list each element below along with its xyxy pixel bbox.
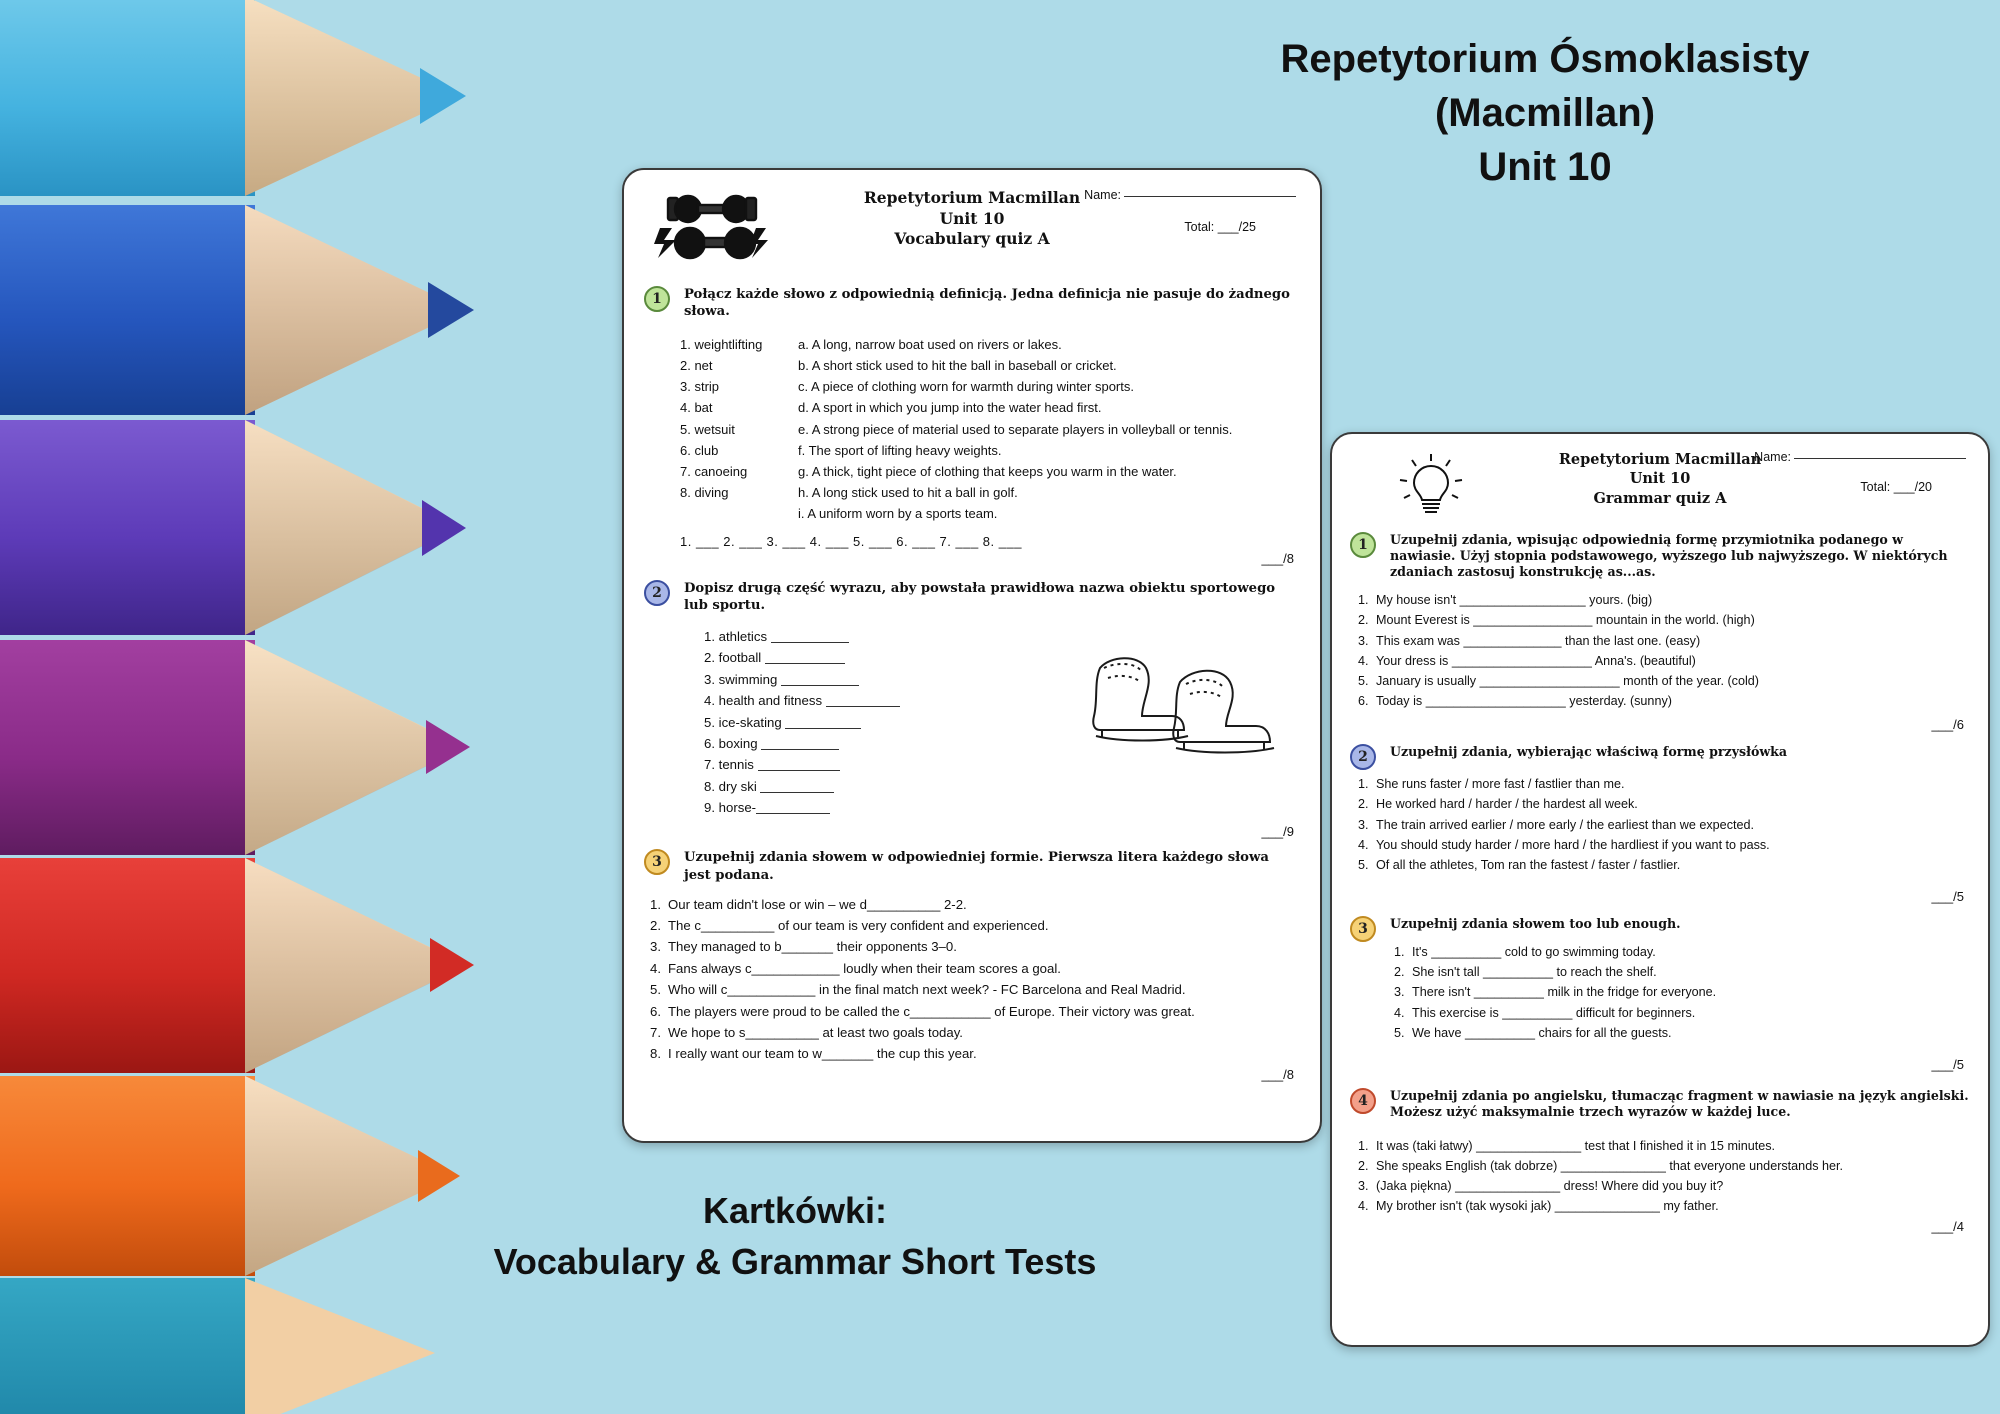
task-number-badge-3: 3 <box>644 849 670 875</box>
grammar-title-line-1: Repetytorium Macmillan <box>1558 451 1762 468</box>
list-item-label: I really want our team to w_______ the cup this year. <box>668 1046 977 1062</box>
list-item-label: Your dress is ____________________ Anna's. (beautiful) <box>1376 653 1696 668</box>
name-input-rule[interactable] <box>1124 196 1296 197</box>
task-number-badge-3: 3 <box>1350 916 1376 942</box>
task-2-score: ___/9 <box>1261 824 1294 840</box>
list-item-label: Fans always c____________ loudly when their team scores a goal. <box>668 960 1061 976</box>
list-item-label: 2. football <box>704 650 762 666</box>
grammar-task-2 <box>1350 744 1970 904</box>
list-item[interactable]: 4. You should study harder / more hard / the hardliest if you want to pass. <box>1358 837 1770 852</box>
list-item-label: Our team didn't lose or win – we d__________ 2-2. <box>668 896 967 912</box>
grammar-task-4 <box>1350 1088 1970 1234</box>
vocabulary-quiz-sheet <box>622 168 1322 1143</box>
list-item-label: We hope to s__________ at least two goals today. <box>668 1024 963 1040</box>
task-number-badge-4: 4 <box>1350 1088 1376 1114</box>
task-3-score: ___/5 <box>1931 1056 1964 1072</box>
list-item: g. A thick, tight piece of clothing that keeps you warm in the water. <box>798 463 1177 479</box>
page-title-bottom-line-2: Vocabulary & Grammar Short Tests <box>493 1241 1097 1283</box>
list-item: 7. canoeing <box>680 463 748 479</box>
task-3-score: ___/8 <box>1261 1066 1294 1082</box>
list-item[interactable]: 3. They managed to b_______ their opponents 3–0. <box>650 939 957 955</box>
list-item[interactable]: 5. We have __________ chairs for all the guests. <box>1394 1025 1672 1040</box>
list-item-label: The c__________ of our team is very confident and experienced. <box>668 918 1049 934</box>
list-item-label: The players were proud to be called the c___________ of Europe. Their victory was great. <box>668 1003 1195 1019</box>
total-score-label: Total: ___/25 <box>1184 220 1256 234</box>
list-item: b. A short stick used to hit the ball in baseball or cricket. <box>798 358 1117 374</box>
answer-blank[interactable] <box>756 801 830 814</box>
list-item-label: My house isn't __________________ yours. (big) <box>1376 593 1653 608</box>
vocab-task-2 <box>644 580 1300 840</box>
list-item: 1. weightlifting <box>680 337 763 353</box>
task-1-words <box>680 334 798 523</box>
list-item-label: 6. boxing <box>704 735 758 751</box>
answer-blank[interactable] <box>765 651 845 664</box>
list-item-label: January is usually ____________________ month of the year. (cold) <box>1376 673 1759 688</box>
list-item[interactable] <box>704 797 1300 818</box>
list-item[interactable]: 6. Today is ____________________ yesterday. (sunny) <box>1358 694 1672 709</box>
list-item[interactable]: 1. She runs faster / more fast / fastlier than me. <box>1358 777 1625 792</box>
pencil-lightblue <box>0 0 590 196</box>
list-item[interactable]: 4. Fans always c____________ loudly when their team scores a goal. <box>650 960 1061 976</box>
answer-blank[interactable] <box>781 673 859 686</box>
vocab-sheet-header <box>644 184 1300 270</box>
page-title-bottom-line-1: Kartkówki: <box>702 1190 888 1231</box>
list-item-label: (Jaka piękna) _______________ dress! Where did you buy it? <box>1376 1179 1724 1194</box>
list-item: a. A long, narrow boat used on rivers or lakes. <box>798 337 1062 353</box>
list-item[interactable]: 2. She speaks English (tak dobrze) _______________ that everyone understands her. <box>1358 1159 1843 1174</box>
list-item[interactable]: 2. He worked hard / harder / the hardest all week. <box>1358 797 1638 812</box>
list-item[interactable]: 3. (Jaka piękna) _______________ dress! Where did you buy it? <box>1358 1179 1724 1194</box>
list-item: 8. diving <box>680 484 729 500</box>
list-item-label: 1. athletics <box>704 629 768 645</box>
task-3-items <box>1394 942 1970 1043</box>
task-4-instruction: Uzupełnij zdania po angielsku, tłumacząc fragment w nawiasie na język angielski. Możesz użyć maksymalnie trzech wyrazów w każdej luce. <box>1390 1087 1969 1119</box>
list-item[interactable]: 8. I really want our team to w_______ the cup this year. <box>650 1046 977 1062</box>
list-item[interactable]: 1. It's __________ cold to go swimming today. <box>1394 945 1656 960</box>
task-1-instruction: Uzupełnij zdania, wpisując odpowiednią formę przymiotnika podanego w nawiasie. Użyj stopnia podstawowego, wyższego lub najwyższego. W niektórych zdaniach zastosuj konstrukcję as...as. <box>1390 532 1948 580</box>
list-item[interactable]: 5. Who will c____________ in the final match next week? - FC Barcelona and Real Madrid. <box>650 982 1186 998</box>
list-item[interactable]: 3. The train arrived earlier / more early / the earliest than we expected. <box>1358 817 1754 832</box>
name-label: Name: <box>1084 188 1121 202</box>
list-item-label: 8. dry ski <box>704 778 757 794</box>
grammar-title-line-2: Unit 10 <box>1629 470 1691 488</box>
list-item[interactable]: 1. It was (taki łatwy) _______________ test that I finished it in 15 minutes. <box>1358 1139 1776 1154</box>
list-item-label: She speaks English (tak dobrze) _______________ that everyone understands her. <box>1376 1159 1843 1174</box>
grammar-sheet-header <box>1350 446 1970 522</box>
task-number-badge-2: 2 <box>1350 744 1376 770</box>
pencil-purple <box>0 420 590 635</box>
list-item[interactable]: 4. Your dress is ____________________ Anna's. (beautiful) <box>1358 653 1696 668</box>
list-item-label: Of all the athletes, Tom ran the fastest / faster / fastlier. <box>1376 857 1681 872</box>
task-1-answer-row[interactable]: 1. ___ 2. ___ 3. ___ 4. ___ 5. ___ 6. ___ 7. ___ 8. ___ <box>680 533 1022 549</box>
list-item-label: You should study harder / more hard / the hardliest if you want to pass. <box>1376 837 1770 852</box>
list-item-label: 9. horse- <box>704 800 757 816</box>
page-title-top-line-3: Unit 10 <box>1478 145 1612 189</box>
list-item-label: Who will c____________ in the final match next week? - FC Barcelona and Real Madrid. <box>668 982 1186 998</box>
list-item-label: We have __________ chairs for all the guests. <box>1412 1025 1672 1040</box>
list-item: d. A sport in which you jump into the water head first. <box>798 400 1102 416</box>
ice-skates-icon <box>1080 638 1290 783</box>
lightbulb-icon <box>1388 448 1474 527</box>
pencil-red <box>0 858 590 1073</box>
vocab-title-line-3: Vocabulary quiz A <box>894 229 1050 249</box>
pencil-teal <box>0 1278 590 1414</box>
list-item[interactable]: 5. Of all the athletes, Tom ran the fastest / faster / fastlier. <box>1358 857 1681 872</box>
list-item-label: 5. ice-skating <box>704 714 782 730</box>
list-item[interactable]: 4. This exercise is __________ difficult for beginners. <box>1394 1005 1696 1020</box>
grammar-title-line-3: Grammar quiz A <box>1593 489 1727 507</box>
answer-blank[interactable] <box>785 716 861 729</box>
list-item[interactable]: 6. The players were proud to be called the c___________ of Europe. Their victory was great. <box>650 1003 1195 1019</box>
grammar-quiz-sheet <box>1330 432 1990 1347</box>
vocab-title-line-2: Unit 10 <box>939 208 1005 228</box>
name-input-rule[interactable] <box>1794 458 1966 459</box>
task-number-badge-1: 1 <box>1350 532 1376 558</box>
list-item-label: She runs faster / more fast / fastlier than me. <box>1376 777 1625 792</box>
vocab-task-1 <box>644 286 1300 566</box>
list-item-label: This exercise is __________ difficult for beginners. <box>1412 1005 1696 1020</box>
answer-blank[interactable] <box>761 737 839 750</box>
page-title-top-line-2: (Macmillan) <box>1434 91 1656 135</box>
name-field[interactable] <box>1754 450 1966 464</box>
task-number-badge-2: 2 <box>644 580 670 606</box>
list-item: 2. net <box>680 358 713 374</box>
task-2-instruction: Uzupełnij zdania, wybierając właściwą formę przysłówka <box>1390 744 1788 760</box>
list-item[interactable]: 3. This exam was ______________ than the last one. (easy) <box>1358 633 1701 648</box>
vocab-title-line-1: Repetytorium Macmillan <box>863 188 1081 207</box>
list-item-label: There isn't __________ milk in the fridge for everyone. <box>1412 985 1717 1000</box>
list-item-label: This exam was ______________ than the last one. (easy) <box>1376 633 1701 648</box>
list-item[interactable]: 3. There isn't __________ milk in the fridge for everyone. <box>1394 985 1717 1000</box>
list-item: f. The sport of lifting heavy weights. <box>798 442 1002 458</box>
task-2-score: ___/5 <box>1931 888 1964 904</box>
task-2-items <box>1358 774 1970 875</box>
list-item-label: My brother isn't (tak wysoki jak) _______________ my father. <box>1376 1199 1719 1214</box>
list-item: 5. wetsuit <box>680 421 735 437</box>
list-item[interactable]: 2. Mount Everest is _________________ mountain in the world. (high) <box>1358 613 1755 628</box>
grammar-task-1 <box>1350 532 1970 732</box>
list-item: 6. club <box>680 442 719 458</box>
list-item-label: It was (taki łatwy) _______________ test that I finished it in 15 minutes. <box>1376 1139 1776 1154</box>
task-1-score: ___/6 <box>1931 717 1964 733</box>
list-item-label: Mount Everest is _________________ mountain in the world. (high) <box>1376 613 1755 628</box>
answer-blank[interactable] <box>826 694 900 707</box>
list-item: h. A long stick used to hit a ball in golf. <box>798 484 1018 500</box>
list-item[interactable]: 1. My house isn't __________________ yours. (big) <box>1358 593 1653 608</box>
list-item-label: It's __________ cold to go swimming today. <box>1412 945 1656 960</box>
answer-blank[interactable] <box>771 630 849 643</box>
dumbbell-icon <box>650 188 770 273</box>
list-item-label: She isn't tall __________ to reach the shelf. <box>1412 965 1657 980</box>
answer-blank[interactable] <box>758 758 840 771</box>
task-3-instruction: Uzupełnij zdania słowem w odpowiedniej formie. Pierwsza litera każdego słowa jest podana. <box>684 850 1269 883</box>
pencil-magenta <box>0 640 590 855</box>
list-item-label: Today is ____________________ yesterday. (sunny) <box>1376 694 1672 709</box>
task-2-instruction: Dopisz drugą część wyrazu, aby powstała prawidłowa nazwa obiektu sportowego lub sportu. <box>684 580 1276 613</box>
list-item-label: 3. swimming <box>704 671 778 687</box>
list-item[interactable]: 4. My brother isn't (tak wysoki jak) _______________ my father. <box>1358 1199 1719 1214</box>
task-1-items <box>1358 590 1970 711</box>
name-label: Name: <box>1754 450 1791 464</box>
list-item[interactable]: 5. January is usually ____________________ month of the year. (cold) <box>1358 673 1759 688</box>
vocab-task-3 <box>644 849 1300 1081</box>
total-score-label: Total: ___/20 <box>1860 480 1932 494</box>
list-item: 3. strip <box>680 379 720 395</box>
page-title-bottom <box>290 1185 1300 1287</box>
list-item-label: They managed to b_______ their opponents 3–0. <box>668 939 957 955</box>
pencil-blue <box>0 205 590 415</box>
list-item[interactable]: 2. The c__________ of our team is very confident and experienced. <box>650 918 1049 934</box>
task-3-items <box>650 894 1300 1065</box>
task-number-badge-1: 1 <box>644 286 670 312</box>
list-item: i. A uniform worn by a sports team. <box>798 505 998 521</box>
list-item[interactable]: 1. Our team didn't lose or win – we d__________ 2-2. <box>650 896 967 912</box>
list-item-label: He worked hard / harder / the hardest all week. <box>1376 797 1638 812</box>
list-item-label: 7. tennis <box>704 757 754 773</box>
page-title-top-line-1: Repetytorium Ósmoklasisty <box>1280 37 1810 81</box>
task-3-instruction: Uzupełnij zdania słowem too lub enough. <box>1390 915 1681 931</box>
list-item: e. A strong piece of material used to separate players in volleyball or tennis. <box>798 421 1233 437</box>
list-item: c. A piece of clothing worn for warmth during winter sports. <box>798 379 1134 395</box>
list-item-label: The train arrived earlier / more early / the earliest than we expected. <box>1376 817 1754 832</box>
task-1-body <box>644 334 1300 523</box>
task-4-score: ___/4 <box>1931 1218 1964 1234</box>
task-1-score: ___/8 <box>1261 550 1294 566</box>
list-item-label: 4. health and fitness <box>704 693 823 709</box>
name-field[interactable] <box>1084 188 1296 202</box>
list-item: 4. bat <box>680 400 713 416</box>
task-1-instruction: Połącz każde słowo z odpowiednią definicją. Jedna definicja nie pasuje do żadnego słowa. <box>684 287 1290 320</box>
grammar-task-3 <box>1350 916 1970 1072</box>
answer-blank[interactable] <box>760 780 834 793</box>
task-1-definitions <box>798 334 1300 523</box>
list-item[interactable]: 7. We hope to s__________ at least two goals today. <box>650 1024 963 1040</box>
list-item[interactable]: 2. She isn't tall __________ to reach the shelf. <box>1394 965 1657 980</box>
task-4-items <box>1358 1136 1970 1217</box>
